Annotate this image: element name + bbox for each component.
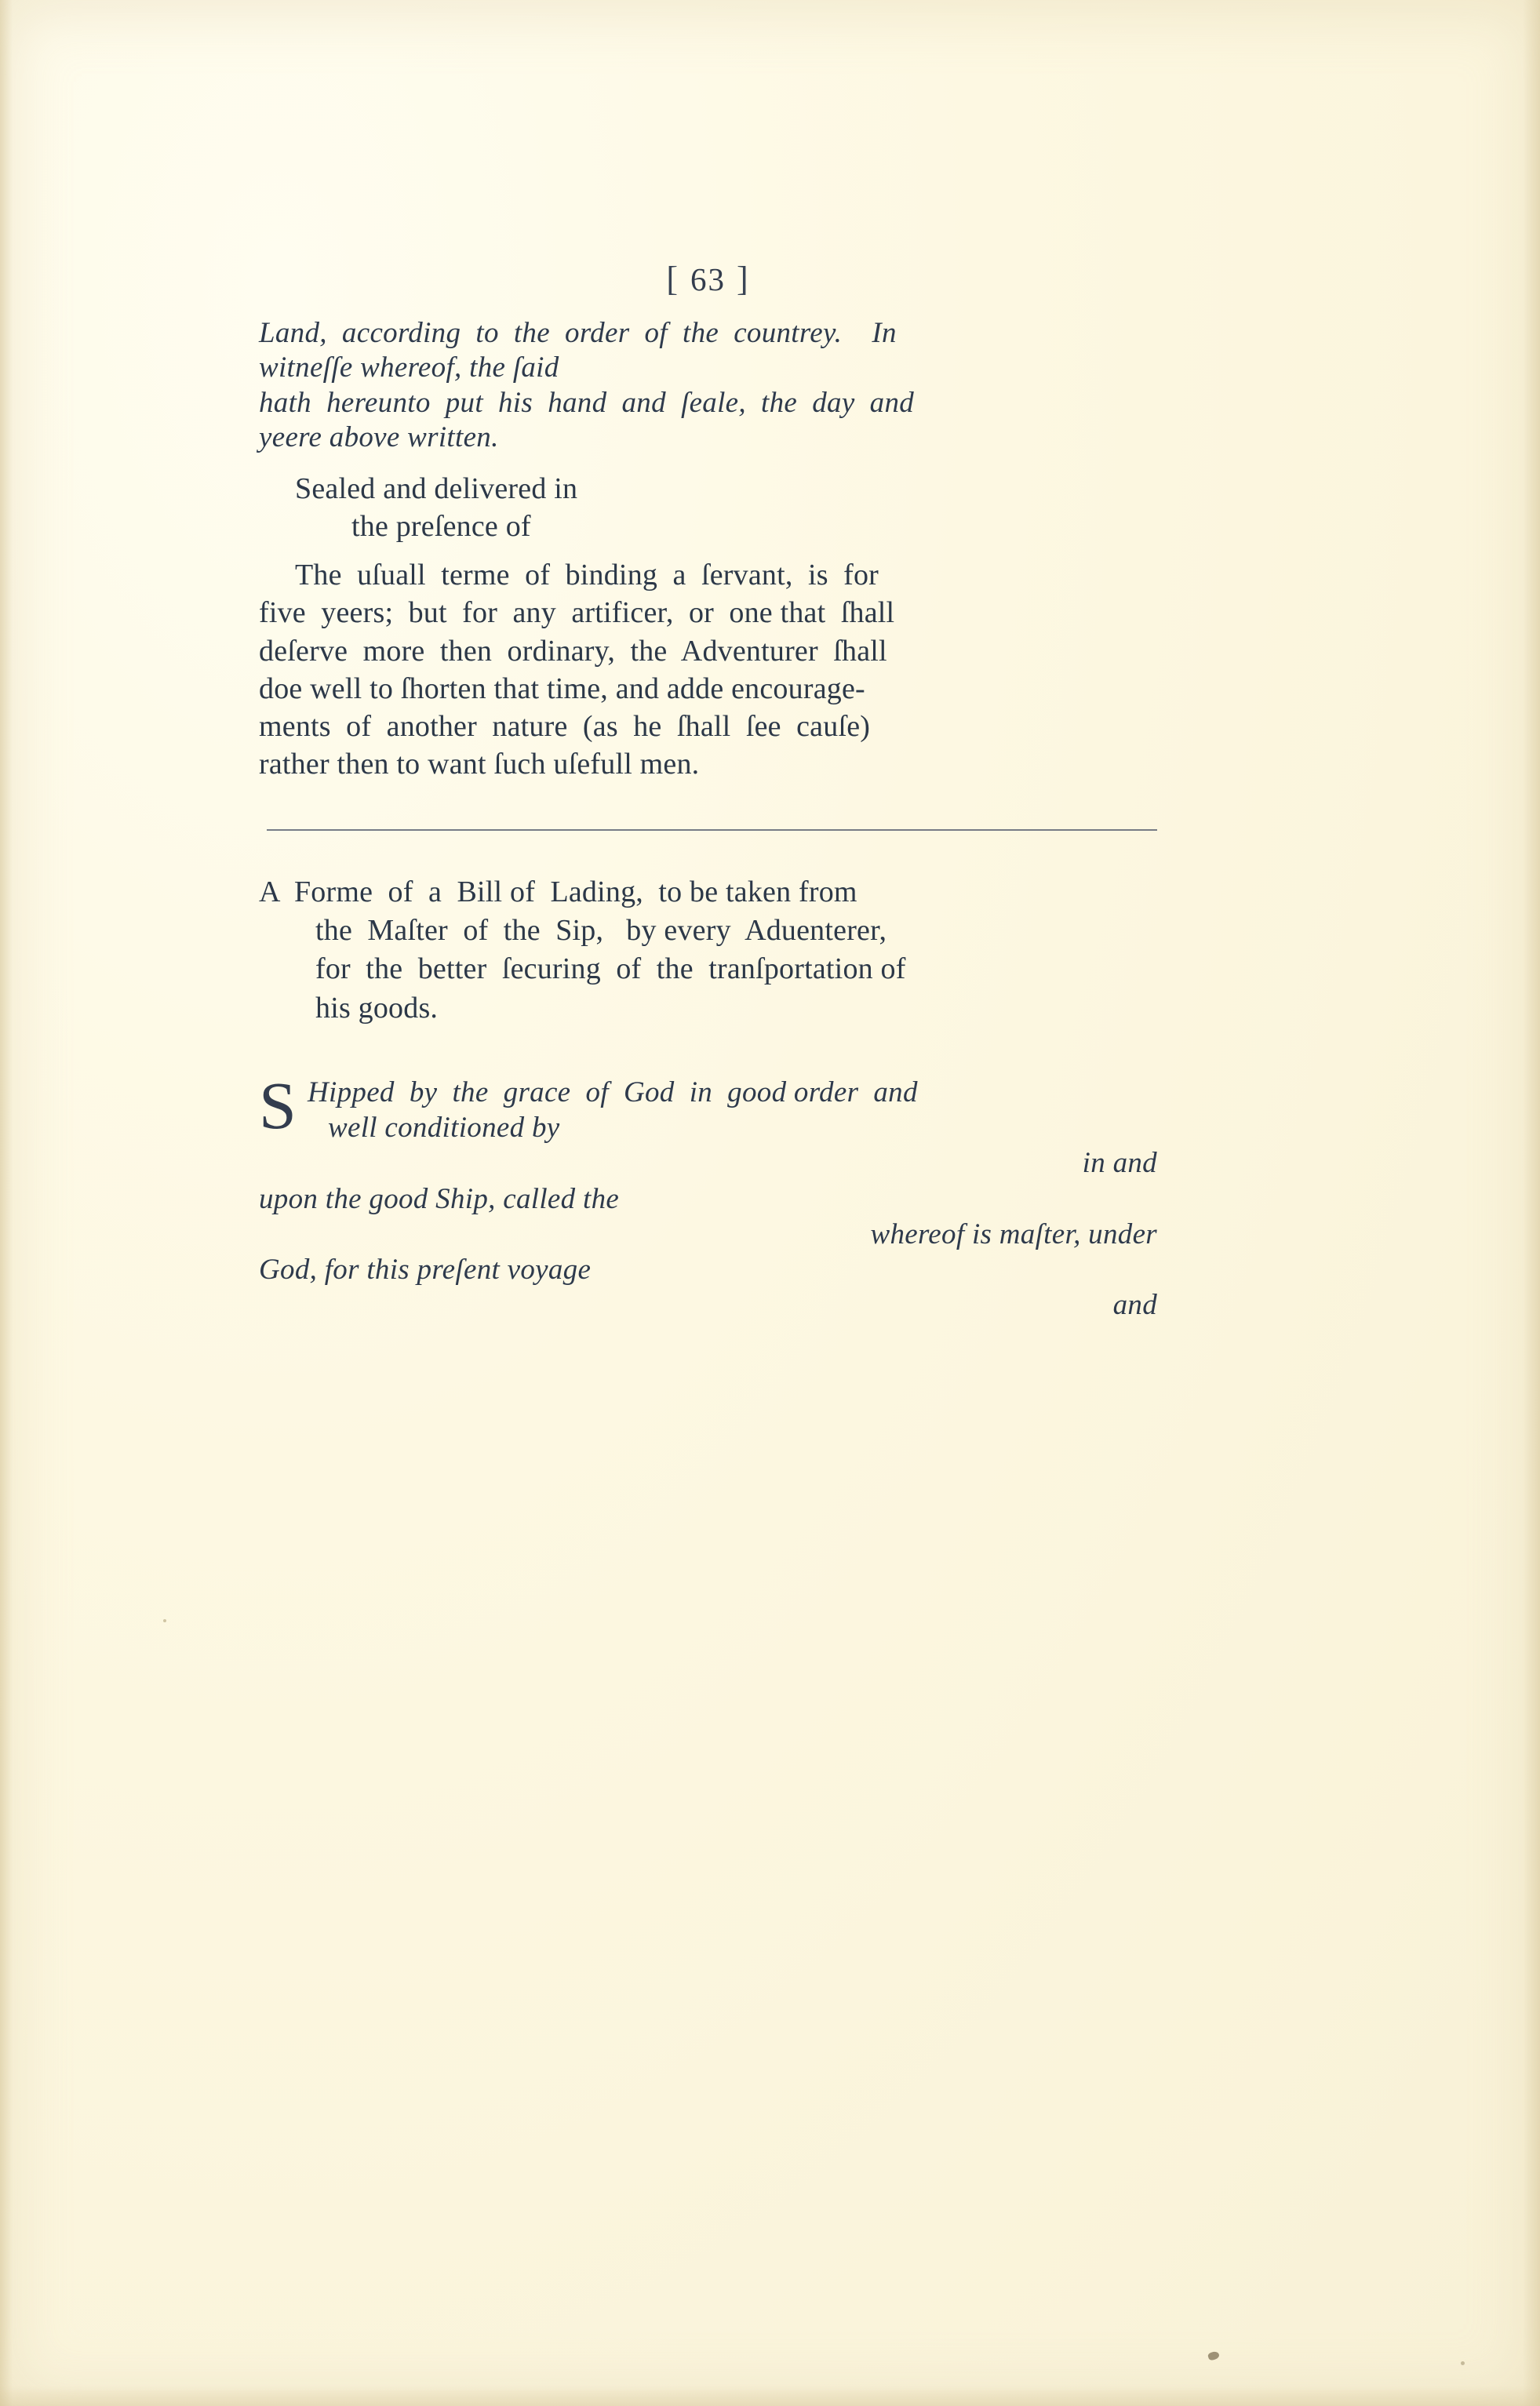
bill-heading-line-1: A Forme of a Bill of Lading, to be taken from [259,875,857,908]
bracket-right: ] [737,260,750,298]
italic-opening-paragraph [259,316,1157,456]
lading-right-fragment-3: and [1112,1288,1157,1321]
page-edge-shadow-left [0,0,13,2406]
bill-heading-line-4: his goods. [315,991,439,1025]
lading-line-3: upon the good Ship, called the [259,1182,620,1215]
paper-speck-mark [1207,2350,1220,2361]
page-number-value: 63 [690,261,726,297]
lading-right-fragment-1: in and [1082,1147,1157,1180]
sealed-line-1: Sealed and delivered in [295,471,578,505]
lading-line-1: Hipped by the grace of God in good order and [308,1076,918,1109]
drop-cap-initial: S [259,1068,297,1144]
italic-line-1: Land, according to the order of the countrey. In [259,317,897,349]
usual-terme-line-1: The uſuall terme of binding a ſervant, is for [295,559,879,592]
paper-speck-small [1461,2361,1465,2365]
bill-heading-line-3: for the better ſecuring of the tranſportation of [315,952,906,986]
lading-right-fragment-2: whereof is maſter, under [870,1218,1157,1250]
page-edge-shadow-right [1523,0,1540,2406]
usual-terme-line-2: five yeers; but for any artificer, or one that ſhall [259,596,895,630]
italic-line-3: hath hereunto put his hand and ſeale, the day and [259,386,915,419]
usual-terme-line-4: doe well to ſhorten that time, and adde encourage- [259,672,865,705]
lading-line-2: well conditioned by [328,1112,560,1145]
bill-heading-line-2: the Maſter of the Sip, by every Aduenterer, [315,913,887,947]
italic-line-4: yeere above written. [259,421,499,454]
section-divider-rule [267,829,1157,831]
usual-terme-line-6: rather then to want ſuch uſefull men. [259,748,700,781]
lading-text-block [259,1068,1157,1323]
page-number [259,259,1157,299]
sealed-delivered-block [259,470,1157,546]
usual-terme-line-3: deſerve more then ordinary, the Adventurer ſhall [259,634,887,668]
lading-line-4: God, for this preſent voyage [259,1253,592,1286]
bill-of-lading-heading [259,873,1157,1028]
sealed-line-2: the preſence of [351,509,531,543]
usual-terme-paragraph [259,556,1157,784]
paper-speck-tiny [163,1619,166,1622]
italic-line-2: witneſſe whereof, the ſaid [259,351,559,384]
usual-terme-line-5: ments of another nature (as he ſhall ſee cauſe) [259,710,871,744]
page-text-block [259,259,1157,1323]
bracket-left: [ [666,260,679,298]
page-edge-shadow-bottom [0,2386,1540,2406]
